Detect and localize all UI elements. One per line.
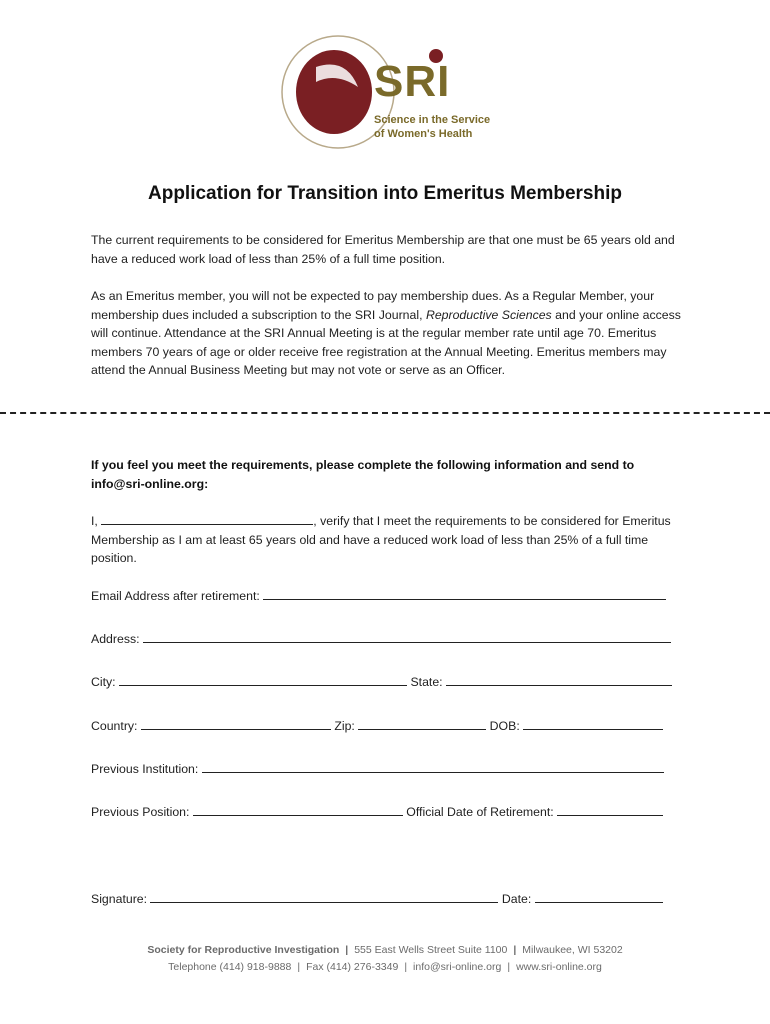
country-label: Country:	[91, 719, 138, 733]
footer-fax: Fax (414) 276-3349	[306, 961, 399, 973]
cut-line-divider	[0, 412, 770, 414]
benefits-text-a: As an Emeritus member, you will not be expected to pay membership dues. As a Regular Member, your membership dues included a subscription to the SRI Journal,	[91, 289, 655, 322]
footer-contact-line	[0, 959, 770, 975]
logo-tagline	[374, 113, 490, 141]
name-blank[interactable]	[101, 512, 313, 525]
journal-name: Reproductive Sciences	[425, 307, 552, 322]
country-blank[interactable]	[141, 717, 331, 730]
logo-wordmark: SRI	[374, 57, 451, 106]
institution-blank[interactable]	[202, 760, 664, 773]
institution-label: Previous Institution:	[91, 762, 199, 776]
state-label: State:	[410, 675, 443, 689]
institution-row	[91, 760, 691, 779]
footer-org: Society for Reproductive Investigation	[147, 944, 340, 956]
tagline-line-2: of Women's Health	[374, 128, 473, 140]
country-zip-dob-row	[91, 717, 691, 736]
zip-label: Zip:	[334, 719, 355, 733]
verification-statement	[91, 512, 681, 568]
city-state-row	[91, 673, 691, 692]
address-row	[91, 630, 691, 649]
footer-street: 555 East Wells Street Suite 1100	[354, 944, 508, 956]
footer-telephone: Telephone (414) 918-9888	[168, 961, 292, 973]
footer-sep-2: |	[513, 944, 517, 956]
footer-city: Milwaukee, WI 53202	[522, 944, 623, 956]
state-blank[interactable]	[446, 673, 672, 686]
document-title: Application for Transition into Emeritus Membership	[148, 183, 622, 204]
footer-address-line	[0, 942, 770, 958]
footer-sep-1: |	[345, 944, 349, 956]
address-blank[interactable]	[143, 630, 671, 643]
tagline-line-1: Science in the Service	[374, 114, 491, 126]
email-label: Email Address after retirement:	[91, 589, 260, 603]
signature-row	[91, 890, 691, 909]
footer-sep-5: |	[507, 961, 511, 973]
zip-blank[interactable]	[358, 717, 486, 730]
position-label: Previous Position:	[91, 805, 190, 819]
retirement-date-blank[interactable]	[557, 803, 663, 816]
dob-blank[interactable]	[523, 717, 663, 730]
requirements-paragraph: The current requirements to be considered for Emeritus Membership are that one must be 65 years old and have a reduced work load of less than 25% of a full time position.	[91, 233, 675, 266]
footer-sep-4: |	[404, 961, 408, 973]
benefits-text-b: and your online access will continue. Attendance at the SRI Annual Meeting is at the regular member rate until age 70. Emeritus members 70 years of age or older receive free registration at the Annual Meeting. Emeritus members may attend the Annual Business Meeting but may not vote or serve as an Officer.	[91, 307, 681, 377]
date-blank[interactable]	[535, 890, 663, 903]
position-retirement-row	[91, 803, 691, 822]
verify-prefix: I,	[91, 514, 102, 528]
footer-web-link[interactable]: www.sri-online.org	[516, 961, 602, 973]
address-label: Address:	[91, 632, 140, 646]
benefits-paragraph	[91, 287, 691, 380]
dob-label: DOB:	[489, 719, 520, 733]
retirement-label: Official Date of Retirement:	[406, 805, 554, 819]
logo-maroon-shape	[296, 50, 372, 134]
form-instructions: If you feel you meet the requirements, please complete the following information and send to info@sri-online.org:	[91, 458, 635, 491]
signature-blank[interactable]	[150, 890, 498, 903]
city-label: City:	[91, 675, 116, 689]
verify-suffix: , verify that I meet the requirements to be considered for Emeritus Membership as I am at least 65 years old and have a reduced work load of less than 25% of a full time position.	[91, 514, 671, 565]
city-blank[interactable]	[119, 673, 407, 686]
footer-sep-3: |	[297, 961, 301, 973]
email-row	[91, 587, 691, 606]
signature-label: Signature:	[91, 892, 148, 906]
date-label: Date:	[501, 892, 532, 906]
position-blank[interactable]	[193, 803, 403, 816]
footer-email-link[interactable]: info@sri-online.org	[413, 961, 502, 973]
email-blank[interactable]	[263, 587, 666, 600]
